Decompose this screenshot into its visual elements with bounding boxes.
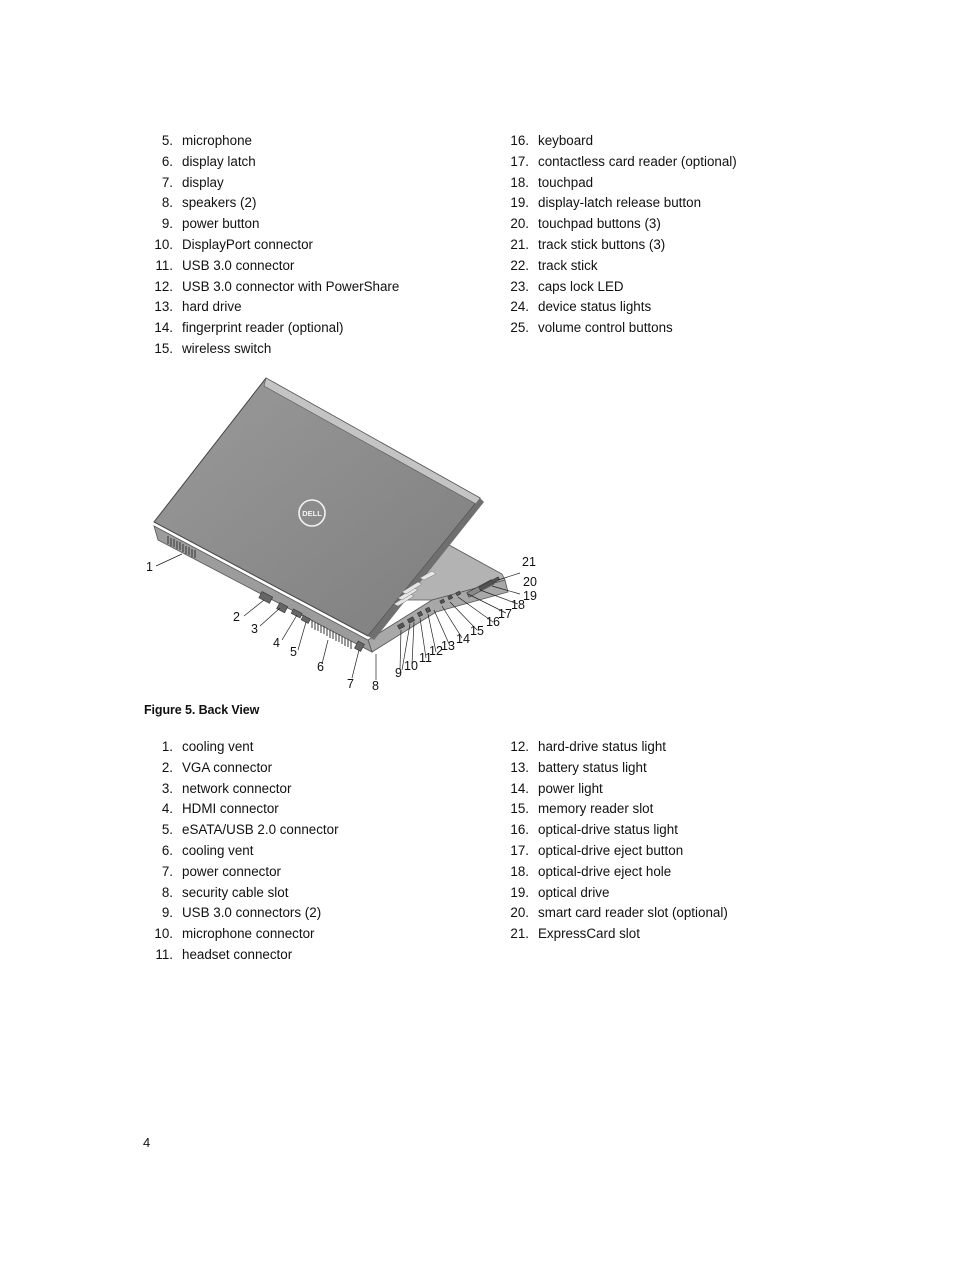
callout-5: 5 xyxy=(290,645,297,659)
list-item-number: 6. xyxy=(161,842,173,858)
callout-2: 2 xyxy=(233,610,240,624)
list-item-label: power button xyxy=(182,216,260,232)
list-item xyxy=(161,862,339,883)
list-item-number: 12. xyxy=(154,278,173,294)
list-item-label: DisplayPort connector xyxy=(182,236,313,252)
callout-15: 15 xyxy=(470,624,484,638)
list-item-number: 9. xyxy=(161,905,173,921)
list-item-number: 22. xyxy=(510,257,529,273)
list-item-number: 7. xyxy=(161,863,173,879)
list-item-label: USB 3.0 connector with PowerShare xyxy=(182,278,400,294)
figure-caption: Figure 5. Back View xyxy=(144,703,260,717)
laptop-back-view-figure xyxy=(140,368,560,698)
callout-6: 6 xyxy=(317,660,324,674)
list-item xyxy=(510,214,737,235)
list-item-number: 16. xyxy=(510,822,529,838)
list-item-number: 19. xyxy=(510,195,529,211)
callout-19: 19 xyxy=(523,589,537,603)
list-item xyxy=(161,820,339,841)
callout-18: 18 xyxy=(511,598,525,612)
list-item-number: 19. xyxy=(510,884,529,900)
list-item-label: track stick buttons (3) xyxy=(538,236,666,252)
list-item xyxy=(154,318,399,339)
list-item-label: power light xyxy=(538,780,603,796)
list-item xyxy=(154,235,399,256)
list-item xyxy=(161,779,339,800)
list-item-label: memory reader slot xyxy=(538,801,654,817)
list-item-label: USB 3.0 connectors (2) xyxy=(182,905,322,921)
list-item xyxy=(161,152,399,173)
list-item-number: 10. xyxy=(154,926,173,942)
list-item-number: 17. xyxy=(510,153,529,169)
list-item-number: 20. xyxy=(510,905,529,921)
list-item-label: volume control buttons xyxy=(538,320,673,336)
list-item-label: hard-drive status light xyxy=(538,739,667,754)
callout-7: 7 xyxy=(347,677,354,691)
list-item xyxy=(154,297,399,318)
list-item-label: microphone xyxy=(182,133,252,148)
list-item-number: 5. xyxy=(161,133,173,148)
dell-logo-text: DELL xyxy=(302,509,322,518)
list-item xyxy=(155,945,339,966)
list-item-number: 21. xyxy=(510,236,529,252)
list-item-number: 18. xyxy=(510,174,529,190)
list-item-label: contactless card reader (optional) xyxy=(538,153,737,169)
list-item xyxy=(161,841,339,862)
list-item-label: VGA connector xyxy=(182,759,273,775)
list-item-number: 1. xyxy=(161,739,173,754)
bottom-list-left xyxy=(154,737,339,966)
list-item xyxy=(161,799,339,820)
list-item-number: 12. xyxy=(510,739,529,754)
list-item-label: headset connector xyxy=(182,946,293,962)
list-item-number: 18. xyxy=(510,863,529,879)
list-item-number: 3. xyxy=(161,780,173,796)
list-item-label: device status lights xyxy=(538,299,652,315)
list-item xyxy=(161,131,399,152)
list-item xyxy=(161,214,399,235)
list-item xyxy=(161,903,339,924)
list-item xyxy=(510,256,737,277)
list-item-number: 24. xyxy=(510,299,529,315)
list-item-number: 16. xyxy=(510,133,529,148)
list-item-number: 13. xyxy=(154,299,173,315)
callout-10: 10 xyxy=(404,659,418,673)
list-item xyxy=(161,737,339,758)
list-item-label: optical-drive eject hole xyxy=(538,863,672,879)
callout-21: 21 xyxy=(522,555,536,569)
list-item-number: 15. xyxy=(510,801,529,817)
list-item-label: optical-drive status light xyxy=(538,822,678,838)
list-item xyxy=(154,277,400,298)
list-item xyxy=(161,193,399,214)
list-item-number: 17. xyxy=(510,842,529,858)
callout-12: 12 xyxy=(429,644,443,658)
list-item xyxy=(510,737,728,758)
list-item-label: display latch xyxy=(182,153,256,169)
callout-17: 17 xyxy=(498,607,512,621)
list-item xyxy=(510,193,737,214)
list-item-number: 13. xyxy=(510,759,529,775)
list-item-number: 8. xyxy=(161,195,173,211)
bottom-list-right xyxy=(510,737,728,945)
list-item-label: battery status light xyxy=(538,759,647,775)
page-number: 4 xyxy=(143,1135,151,1150)
list-item xyxy=(510,152,737,173)
list-item-number: 20. xyxy=(510,216,529,232)
list-item-label: microphone connector xyxy=(182,926,315,942)
callout-14: 14 xyxy=(456,632,470,646)
list-item-number: 8. xyxy=(161,884,173,900)
callout-8: 8 xyxy=(372,679,379,693)
callout-9: 9 xyxy=(395,666,402,680)
list-item-number: 7. xyxy=(161,174,173,190)
list-item xyxy=(510,883,728,904)
list-item-label: security cable slot xyxy=(182,884,289,900)
list-item-label: caps lock LED xyxy=(538,278,624,294)
list-item xyxy=(510,903,728,924)
list-item-number: 11. xyxy=(155,946,173,962)
laptop-illustration xyxy=(140,368,560,698)
list-item xyxy=(510,318,737,339)
list-item xyxy=(161,883,339,904)
list-item xyxy=(510,820,728,841)
list-item xyxy=(510,924,728,945)
list-item-label: speakers (2) xyxy=(182,195,257,211)
list-item-label: optical drive xyxy=(538,884,610,900)
list-item xyxy=(510,173,737,194)
list-item-number: 14. xyxy=(510,780,529,796)
list-item-number: 6. xyxy=(161,153,173,169)
callout-20: 20 xyxy=(523,575,537,589)
list-item xyxy=(161,758,339,779)
list-item xyxy=(510,235,737,256)
list-item xyxy=(510,277,737,298)
list-item-label: power connector xyxy=(182,863,281,879)
list-item xyxy=(510,297,737,318)
list-item-number: 2. xyxy=(161,759,173,775)
list-item-label: optical-drive eject button xyxy=(538,842,684,858)
list-item xyxy=(161,173,399,194)
list-item-label: HDMI connector xyxy=(182,801,279,817)
list-item-number: 14. xyxy=(154,320,173,336)
list-item-label: display-latch release button xyxy=(538,195,702,211)
list-item xyxy=(510,799,728,820)
list-item-label: USB 3.0 connector xyxy=(182,257,295,273)
list-item-number: 21. xyxy=(510,926,529,942)
top-list-left xyxy=(154,131,400,360)
callout-1: 1 xyxy=(146,560,153,574)
list-item-label: wireless switch xyxy=(182,340,272,356)
list-item-label: hard drive xyxy=(182,299,242,315)
list-item-label: ExpressCard slot xyxy=(538,926,640,942)
list-item-label: display xyxy=(182,174,224,190)
list-item-label: touchpad buttons (3) xyxy=(538,216,661,232)
list-item xyxy=(510,779,728,800)
list-item xyxy=(510,862,728,883)
list-item xyxy=(155,256,399,277)
list-item xyxy=(154,339,399,360)
list-item-label: network connector xyxy=(182,780,292,796)
top-list-right xyxy=(510,131,737,339)
list-item-number: 4. xyxy=(161,801,173,817)
list-item-label: cooling vent xyxy=(182,842,254,858)
list-item-label: cooling vent xyxy=(182,739,254,754)
list-item-label: keyboard xyxy=(538,133,594,148)
callout-3: 3 xyxy=(251,622,258,636)
list-item-label: smart card reader slot (optional) xyxy=(538,905,728,921)
list-item xyxy=(510,758,728,779)
list-item xyxy=(154,924,339,945)
list-item-label: eSATA/USB 2.0 connector xyxy=(182,822,339,838)
list-item-number: 23. xyxy=(510,278,529,294)
list-item-number: 11. xyxy=(155,257,173,273)
list-item-number: 25. xyxy=(510,320,529,336)
callout-13: 13 xyxy=(441,639,455,653)
list-item-number: 15. xyxy=(154,340,173,356)
list-item-number: 10. xyxy=(154,236,173,252)
list-item-number: 5. xyxy=(161,822,173,838)
callout-16: 16 xyxy=(486,615,500,629)
list-item-number: 9. xyxy=(161,216,173,232)
list-item-label: track stick xyxy=(538,257,598,273)
list-item xyxy=(510,131,737,152)
list-item-label: touchpad xyxy=(538,174,594,190)
list-item-label: fingerprint reader (optional) xyxy=(182,320,344,336)
list-item xyxy=(510,841,728,862)
callout-4: 4 xyxy=(273,636,280,650)
callout-11: 11 xyxy=(419,651,432,665)
